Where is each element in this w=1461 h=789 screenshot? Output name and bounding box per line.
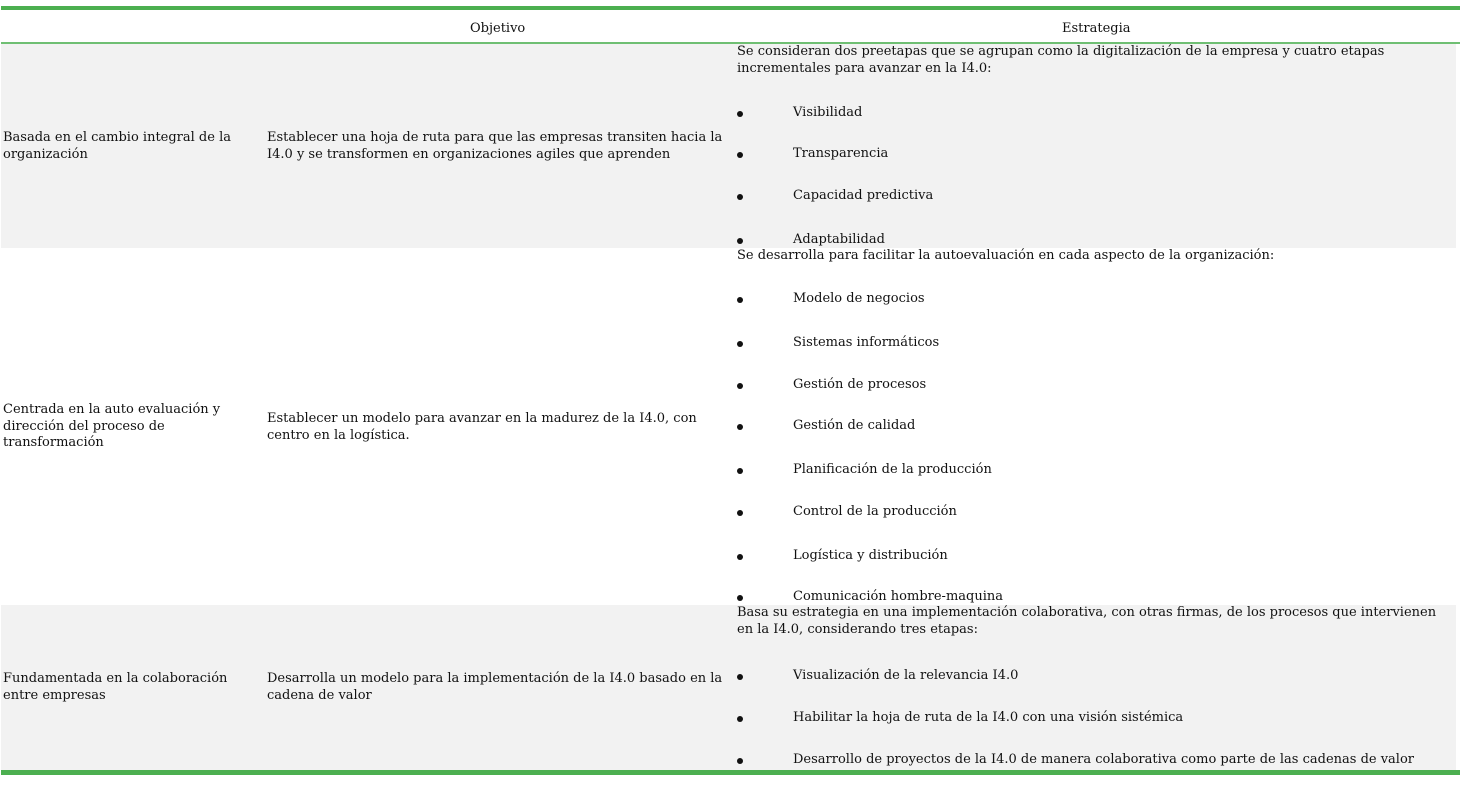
bullet-icon [737, 716, 743, 722]
bullet-icon [737, 383, 743, 389]
objective-cell: Desarrolla un modelo para la implementación de la I4.0 basado en la cadena de valor [267, 671, 723, 703]
table-row [1, 605, 1460, 770]
table-row [1, 248, 1460, 605]
strategy-intro: Se consideran dos preetapas que se agrupan como la digitalización de la empresa y cuatro etapas incrementales para avanzar en la I4.0: [737, 44, 1385, 76]
strategy-intro: Basa su estrategia en una implementación colaborativa, con otras firmas, de los procesos que intervienen en la I4.0, considerando tres etapas: [737, 605, 1437, 637]
strategy-cell: Basa su estrategia en una implementación colaborativa, con otras firmas, de los procesos que intervienen en la I4.0, considerando tres etapas: Visualización de la relevancia I4.0 Habilitar la hoja de ruta de la I4.0 con una visión sistémica Desarrollo de proyectos de la I4.0 de manera colaborativa como parte de las cadenas de valor [737, 605, 1452, 638]
bullet-icon [737, 595, 743, 601]
objective-cell: Establecer un modelo para avanzar en la madurez de la I4.0, con centro en la logística. [267, 411, 697, 443]
bullet-icon [737, 758, 743, 764]
table-header [1, 10, 1460, 44]
bullet-icon [737, 424, 743, 430]
header-estrategia: Estrategia [1062, 21, 1131, 36]
approach-cell: Basada en el cambio integral de la organización [3, 130, 231, 162]
comparison-table [1, 6, 1460, 770]
bullet-icon [737, 152, 743, 158]
bullet-icon [737, 111, 743, 117]
bullet-icon [737, 554, 743, 560]
bullet-icon [737, 341, 743, 347]
bullet-icon [737, 510, 743, 516]
strategy-cell: Se desarrolla para facilitar la autoevaluación en cada aspecto de la organización: Modelo de negocios Sistemas informáticos Gestión de procesos Gestión de calidad Planificación de la producción Control de la producción Logística y distribución Comunicación hombre-maquina [737, 248, 1452, 265]
objective-cell: Establecer una hoja de ruta para que las empresas transiten hacia la I4.0 y se transformen en organizaciones agiles que aprenden [267, 130, 723, 162]
strategy-cell: Se consideran dos preetapas que se agrupan como la digitalización de la empresa y cuatro etapas incrementales para avanzar en la I4.0: Visibilidad Transparencia Capacidad predictiva Adaptabilidad [737, 44, 1452, 77]
bottom-rule [1, 770, 1460, 775]
bullet-icon [737, 674, 743, 680]
bullet-icon [737, 468, 743, 474]
header-objetivo: Objetivo [470, 21, 526, 36]
bullet-icon [737, 238, 743, 244]
bullet-icon [737, 194, 743, 200]
strategy-intro: Se desarrolla para facilitar la autoevaluación en cada aspecto de la organización: [737, 248, 1275, 263]
approach-cell: Centrada en la auto evaluación y dirección del proceso de transformación [3, 402, 221, 450]
table-row [1, 44, 1460, 248]
approach-cell: Fundamentada en la colaboración entre empresas [3, 671, 228, 703]
bullet-icon [737, 297, 743, 303]
